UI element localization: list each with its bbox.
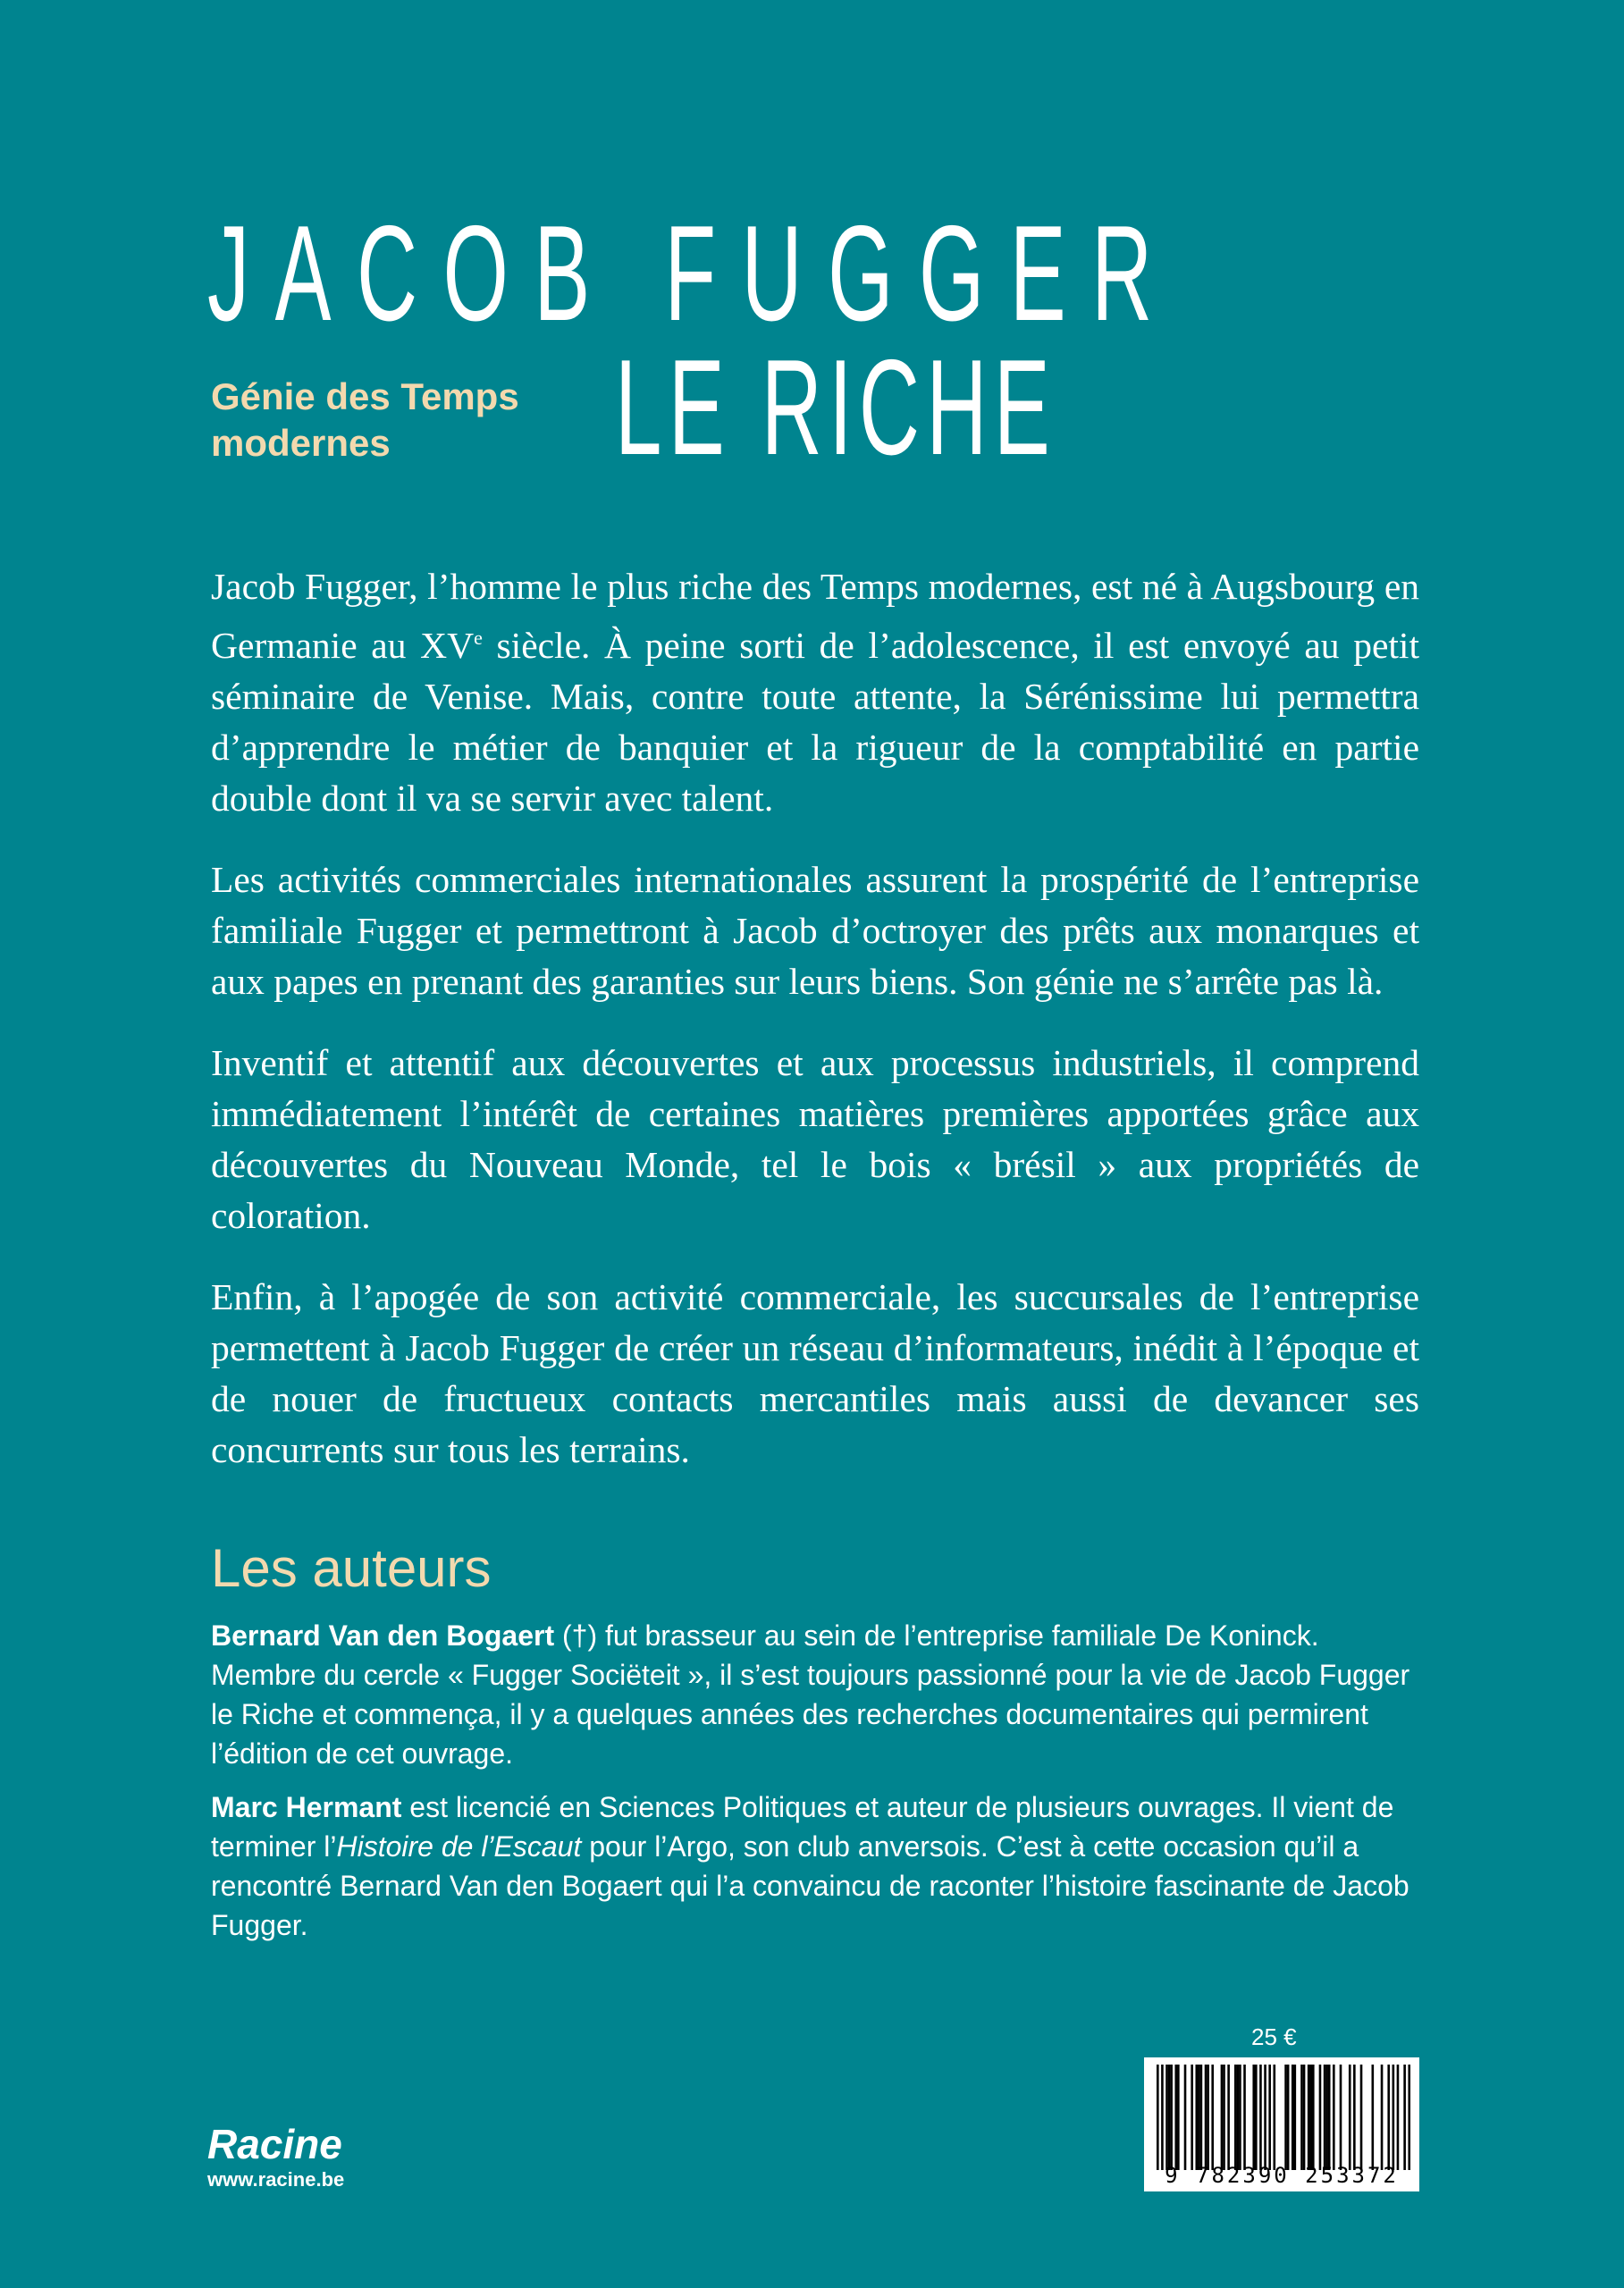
barcode-bar (1393, 2065, 1395, 2170)
barcode-bar (1211, 2065, 1214, 2170)
barcode-bar (1223, 2065, 1225, 2170)
blurb-paragraph-2: Les activités commerciales internationales assurent la prospérité de l’entreprise familiale Fugger et permettront à Jacob d’octroyer des prêts aux monarques et aux papes en prenant des garanties sur leurs biens. Son génie ne s’arrête pas là. (211, 859, 1419, 1002)
barcode-bar (1300, 2065, 1303, 2170)
barcode-bar (1205, 2065, 1207, 2170)
authors-section (211, 1616, 1419, 1959)
barcode-bar (1191, 2065, 1193, 2170)
barcode-bar (1325, 2065, 1328, 2170)
barcode-bar (1227, 2065, 1230, 2170)
barcode-bar (1319, 2065, 1322, 2170)
barcode-bar (1195, 2065, 1198, 2170)
blurb-paragraph-1 (211, 561, 1419, 824)
publisher-url: www.racine.be (207, 2168, 345, 2191)
barcode-bar (1168, 2065, 1171, 2170)
author-bio-1 (211, 1616, 1419, 1773)
author-name-2: Marc Hermant (211, 1791, 402, 1823)
author-bio-2-text-b: pour l’Argo, son club anversois. C’est à cette occasion qu’il a rencontré Bernard Van den Bogaert qui l’a convaincu de raconter l’histoire fascinante de Jacob Fugger. (211, 1830, 1409, 1941)
barcode-bar (1177, 2065, 1180, 2170)
barcode-bar (1408, 2065, 1410, 2170)
barcode-bar (1292, 2065, 1294, 2170)
barcode-digits: 9 782390 253372 (1165, 2163, 1399, 2188)
book-title-line-1: JACOB FUGGER (207, 198, 1178, 349)
century-superscript: e (474, 627, 483, 649)
subtitle-line-1: Génie des Temps (211, 375, 519, 417)
author-bio-2 (211, 1788, 1419, 1945)
barcode-bar (1397, 2065, 1400, 2170)
barcode-bar (1170, 2065, 1173, 2170)
barcode-bar (1198, 2065, 1200, 2170)
barcode-bar (1207, 2065, 1209, 2170)
barcode-bar (1221, 2065, 1224, 2170)
barcode-bar (1340, 2065, 1342, 2170)
barcode-bar (1333, 2065, 1335, 2170)
barcode-bar (1239, 2065, 1241, 2170)
barcode-bar (1184, 2065, 1187, 2170)
author-name-1: Bernard Van den Bogaert (211, 1619, 555, 1652)
barcode-bar (1174, 2065, 1177, 2170)
book-reference: Histoire de l’Escaut (336, 1830, 582, 1863)
barcode-bar (1252, 2065, 1255, 2170)
barcode-bar (1309, 2065, 1312, 2170)
barcode-bar (1372, 2065, 1375, 2170)
book-blurb (211, 561, 1419, 1506)
barcode-bar (1303, 2065, 1306, 2170)
barcode-bar (1161, 2065, 1164, 2170)
barcode-bar (1328, 2065, 1331, 2170)
authors-heading: Les auteurs (211, 1538, 492, 1598)
author-bio-1-text: (†) fut brasseur au sein de l’entreprise familiale De Koninck. Membre du cercle « Fugger Sociëteit », il s’est toujours passionné pour la vie de Jacob Fugger le Riche et commença, il y a quelques années des recherches documentaires qui permirent l’édition de cet ouvrage. (211, 1619, 1410, 1770)
barcode-bar (1324, 2065, 1326, 2170)
barcode-bar (1284, 2065, 1287, 2170)
barcode-bar (1268, 2065, 1271, 2170)
isbn-barcode (1144, 2057, 1419, 2191)
book-title-line-2: LE RICHE (615, 332, 1057, 484)
barcode-bar (1255, 2065, 1258, 2170)
blurb-p1-text-cont: siècle. À peine sorti de l’adolescence, il est envoyé au petit séminaire de Venise. Mais, contre toute attente, la Sérénissime lui permettra d’apprendre le métier de banquier et la rigueur de la comptabilité en partie double dont il va se servir avec talent. (211, 625, 1419, 819)
barcode-bar (1387, 2065, 1390, 2170)
publisher-logo: Racine (207, 2121, 342, 2167)
barcode-bar (1403, 2065, 1406, 2170)
barcode-bar (1157, 2065, 1159, 2170)
barcode-bar (1264, 2065, 1266, 2170)
barcode-bar (1234, 2065, 1237, 2170)
book-subtitle (211, 374, 586, 467)
barcode-bar (1165, 2065, 1168, 2170)
barcode-bar (1308, 2065, 1310, 2170)
author-bio-2-text-a: est licencié en Sciences Politiques et auteur de plusieurs ouvrages. Il vient de terminer l’ (211, 1791, 1394, 1863)
blurb-paragraph-3: Inventif et attentif aux découvertes et aux processus industriels, il comprend immédiatement l’intérêt de certaines matières premières apportées grâce aux découvertes du Nouveau Monde, tel le bois « brésil » aux propriétés de coloration. (211, 1042, 1419, 1236)
barcode-bar (1294, 2065, 1297, 2170)
subtitle-line-2: modernes (211, 422, 391, 464)
barcode-bar (1287, 2065, 1290, 2170)
barcode-bar (1381, 2065, 1384, 2170)
barcode-bar (1349, 2065, 1351, 2170)
barcode-bar (1259, 2065, 1262, 2170)
price-label: 25 € (1251, 2023, 1297, 2050)
blurb-paragraph-4: Enfin, à l’apogée de son activité commerciale, les succursales de l’entreprise permettent à Jacob Fugger de créer un réseau d’informateurs, inédit à l’époque et de nouer de fructueux contacts mercantiles mais aussi de devancer ses concurrents sur tous les terrains. (211, 1276, 1419, 1470)
barcode-bars (1157, 2065, 1410, 2170)
barcode-bar (1200, 2065, 1203, 2170)
barcode-bar (1360, 2065, 1363, 2170)
barcode-bar (1312, 2065, 1315, 2170)
blurb-p1-text: Jacob Fugger, l’homme le plus riche des Temps modernes, est né à Augsbourg en Germanie au XV (211, 566, 1419, 666)
barcode-bar (1237, 2065, 1240, 2170)
barcode-bar (1273, 2065, 1275, 2170)
barcode-bar (1243, 2065, 1246, 2170)
barcode-bar (1353, 2065, 1356, 2170)
